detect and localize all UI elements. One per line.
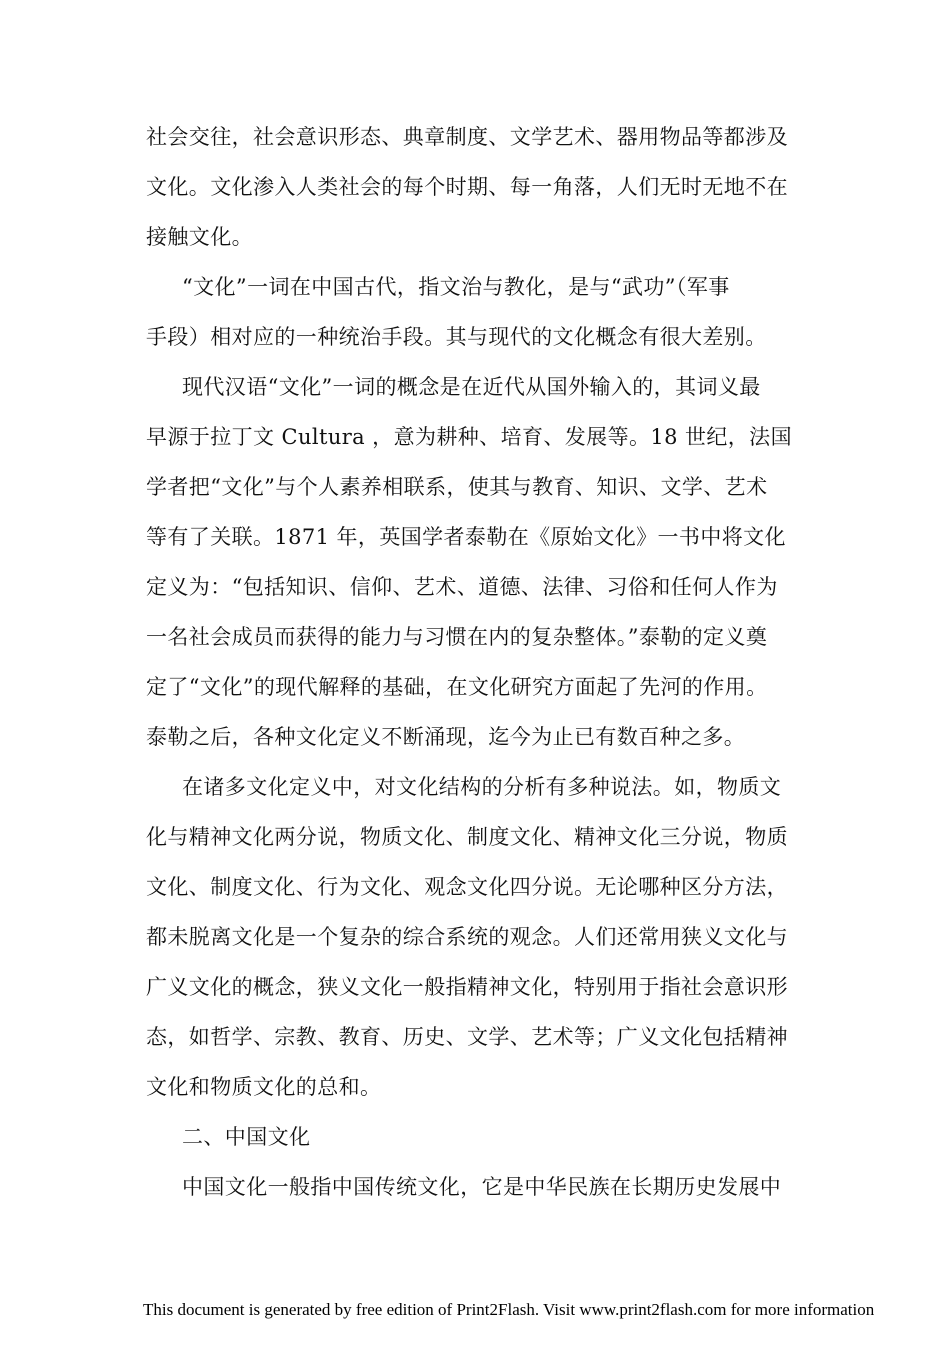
paragraph-start-line: “文化”一词在中国古代，指文治与教化，是与“武功”（军事 <box>182 275 730 299</box>
paragraph-start-line: 在诸多文化定义中，对文化结构的分析有多种说法。如，物质文 <box>182 775 782 799</box>
text-line: 文化和物质文化的总和。 <box>146 1075 382 1099</box>
document-body <box>146 112 808 1212</box>
text-line: 一名社会成员而获得的能力与习惯在内的复杂整体。”泰勒的定义奠 <box>146 625 768 649</box>
text-line: 手段）相对应的一种统治手段。其与现代的文化概念有很大差别。 <box>146 325 767 349</box>
text-line: 文化。文化渗入人类社会的每个时期、每一角落，人们无时无地不在 <box>146 175 788 199</box>
text-line: 广义文化的概念，狭义文化一般指精神文化，特别用于指社会意识形 <box>146 975 788 999</box>
text-line: 定了“文化”的现代解释的基础，在文化研究方面起了先河的作用。 <box>146 675 768 699</box>
text-line: 接触文化。 <box>146 225 253 249</box>
text-line: 化与精神文化两分说，物质文化、制度文化、精神文化三分说，物质 <box>146 825 788 849</box>
text-line: 定义为：“包括知识、信仰、艺术、道德、法律、习俗和任何人作为 <box>146 575 778 599</box>
text-line: 早源于拉丁文 Cultura ，意为耕种、培育、发展等。18 世纪，法国 <box>146 425 792 449</box>
text-line: 社会交往，社会意识形态、典章制度、文学艺术、器用物品等都涉及 <box>146 125 788 149</box>
text-line: 学者把“文化”与个人素养相联系，使其与教育、知识、文学、艺术 <box>146 475 768 499</box>
paragraph-start-line: 现代汉语“文化”一词的概念是在近代从国外输入的，其词义最 <box>182 375 761 399</box>
text-line: 态，如哲学、宗教、教育、历史、文学、艺术等；广义文化包括精神 <box>146 1025 788 1049</box>
text-line: 等有了关联。1871 年，英国学者泰勒在《原始文化》一书中将文化 <box>146 525 786 549</box>
text-line: 都未脱离文化是一个复杂的综合系统的观念。人们还常用狭义文化与 <box>146 925 788 949</box>
text-line: 文化、制度文化、行为文化、观念文化四分说。无论哪种区分方法， <box>146 875 788 899</box>
section-heading: 二、中国文化 <box>182 1125 311 1149</box>
text-line: 泰勒之后，各种文化定义不断涌现，迄今为止已有数百种之多。 <box>146 725 746 749</box>
paragraph-start-line: 中国文化一般指中国传统文化，它是中华民族在长期历史发展中 <box>182 1175 782 1199</box>
footer-watermark: This document is generated by free edition of Print2Flash. Visit www.print2flash.com for more information <box>143 1300 875 1319</box>
